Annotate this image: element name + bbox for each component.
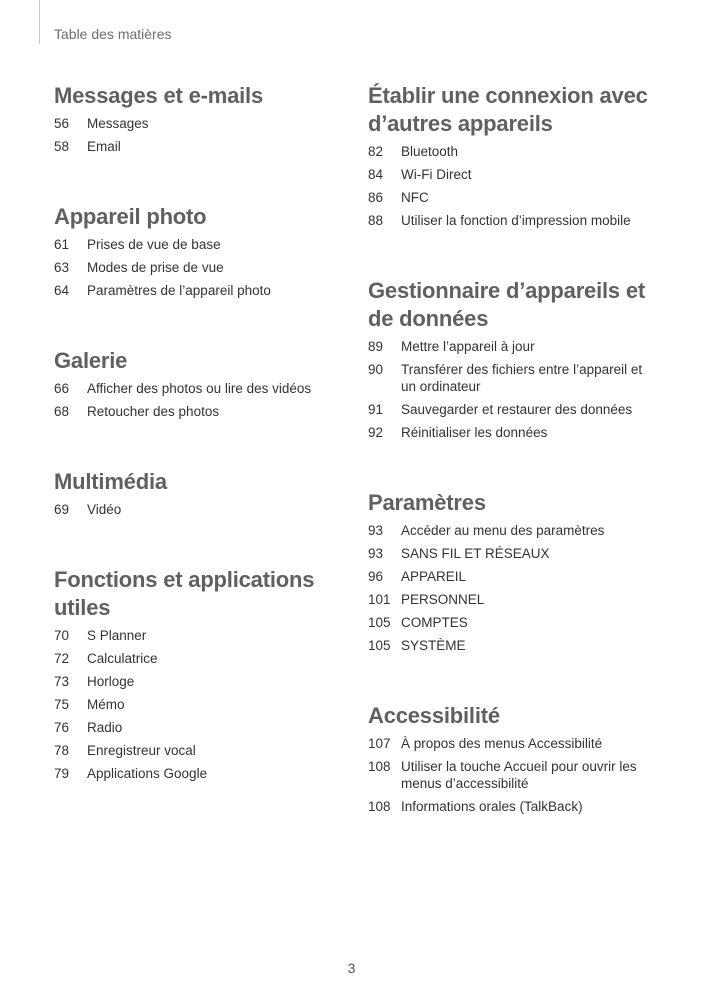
entry-page-number: 68: [54, 404, 70, 419]
entry-label: Email: [87, 139, 121, 154]
entry-label: NFC: [401, 190, 429, 205]
toc-entry[interactable]: [54, 501, 324, 518]
toc-section: [54, 347, 324, 420]
page-number: 3: [347, 960, 356, 976]
toc-section: [368, 277, 658, 441]
toc-entry[interactable]: [54, 719, 324, 736]
entry-label: SANS FIL ET RÉSEAUX: [401, 546, 550, 561]
toc-section: [368, 489, 658, 654]
entry-label: Transférer des fichiers entre l’appareil et un ordinateur: [401, 362, 643, 394]
entry-label: Horloge: [87, 674, 135, 689]
entry-page-number: 96: [368, 569, 384, 584]
toc-entry[interactable]: [54, 236, 324, 253]
entry-page-number: 69: [54, 502, 70, 517]
entry-page-number: 88: [368, 213, 384, 228]
entry-label: Calculatrice: [87, 651, 158, 666]
toc-entry[interactable]: [368, 614, 658, 631]
toc-entry[interactable]: [54, 380, 324, 397]
toc-entry[interactable]: [368, 189, 658, 206]
entry-label: Retoucher des photos: [87, 404, 220, 419]
entry-page-number: 73: [54, 674, 70, 689]
entry-page-number: 92: [368, 425, 384, 440]
entry-page-number: 108: [368, 759, 391, 774]
toc-entry[interactable]: [368, 637, 658, 654]
toc-section: [368, 82, 658, 229]
entry-label: Sauvegarder et restaurer des données: [401, 402, 633, 417]
entry-page-number: 90: [368, 362, 384, 377]
entry-page-number: 61: [54, 237, 70, 252]
entry-label: Paramètres de l’appareil photo: [87, 283, 271, 298]
entry-page-number: 105: [368, 615, 391, 630]
entry-label: Bluetooth: [401, 144, 459, 159]
entry-label: Afficher des photos ou lire des vidéos: [87, 381, 312, 396]
entry-label: Modes de prise de vue: [87, 260, 224, 275]
toc-entry[interactable]: [54, 282, 324, 299]
toc-entry[interactable]: [368, 166, 658, 183]
toc-entry[interactable]: [368, 758, 658, 792]
toc-entry[interactable]: [368, 338, 658, 355]
toc-entry[interactable]: [368, 401, 658, 418]
toc-entry[interactable]: [54, 765, 324, 782]
toc-entry[interactable]: [54, 742, 324, 759]
entry-label: Messages: [87, 116, 149, 131]
entry-label: Mémo: [87, 697, 125, 712]
entry-page-number: 63: [54, 260, 70, 275]
entry-label: Applications Google: [87, 766, 208, 781]
entry-page-number: 93: [368, 523, 384, 538]
entry-page-number: 105: [368, 638, 391, 653]
entry-label: Radio: [87, 720, 123, 735]
entry-label: Utiliser la fonction d’impression mobile: [401, 213, 631, 228]
section-title[interactable]: Fonctions et applications utiles: [54, 567, 315, 620]
toc-entry[interactable]: [54, 627, 324, 644]
entry-label: Accéder au menu des paramètres: [401, 523, 605, 538]
toc-entry[interactable]: [54, 696, 324, 713]
header-rule: [39, 0, 40, 44]
toc-entry[interactable]: [368, 212, 658, 229]
entry-page-number: 84: [368, 167, 384, 182]
entry-page-number: 56: [54, 116, 70, 131]
toc-entry[interactable]: [368, 545, 658, 562]
toc-entry[interactable]: [368, 735, 658, 752]
entry-label: Enregistreur vocal: [87, 743, 196, 758]
entry-label: SYSTÈME: [401, 638, 466, 653]
toc-entry[interactable]: [368, 361, 658, 395]
entry-label: Utiliser la touche Accueil pour ouvrir les menus d’accessibilité: [401, 759, 637, 791]
toc-entry[interactable]: [368, 568, 658, 585]
toc-entry[interactable]: [368, 522, 658, 539]
entry-page-number: 72: [54, 651, 70, 666]
entry-label: Prises de vue de base: [87, 237, 221, 252]
entry-label: À propos des menus Accessibilité: [401, 736, 603, 751]
toc-entry[interactable]: [54, 115, 324, 132]
entry-label: PERSONNEL: [401, 592, 485, 607]
entry-page-number: 75: [54, 697, 70, 712]
entry-label: Wi-Fi Direct: [401, 167, 472, 182]
entry-page-number: 89: [368, 339, 384, 354]
right-column: [368, 82, 658, 863]
entry-page-number: 107: [368, 736, 391, 751]
section-title[interactable]: Galerie: [54, 348, 128, 373]
entry-label: Mettre l’appareil à jour: [401, 339, 535, 354]
toc-section: [54, 566, 324, 782]
entry-label: Informations orales (TalkBack): [401, 799, 583, 814]
toc-entry[interactable]: [368, 591, 658, 608]
entry-page-number: 101: [368, 592, 391, 607]
section-title[interactable]: Messages et e-mails: [54, 83, 263, 108]
toc-section: [54, 468, 324, 518]
entry-label: S Planner: [87, 628, 147, 643]
section-title[interactable]: Établir une connexion avec d’autres appareils: [368, 83, 648, 136]
section-title[interactable]: Appareil photo: [54, 204, 207, 229]
entry-page-number: 64: [54, 283, 70, 298]
page-header-title: Table des matières: [54, 26, 172, 42]
toc-entry[interactable]: [368, 798, 658, 815]
entry-page-number: 93: [368, 546, 384, 561]
entry-page-number: 79: [54, 766, 70, 781]
toc-entry[interactable]: [368, 143, 658, 160]
entry-page-number: 66: [54, 381, 70, 396]
entry-label: COMPTES: [401, 615, 468, 630]
entry-page-number: 78: [54, 743, 70, 758]
toc-entry[interactable]: [54, 259, 324, 276]
toc-entry[interactable]: [54, 138, 324, 155]
entry-page-number: 108: [368, 799, 391, 814]
entry-page-number: 82: [368, 144, 384, 159]
section-title[interactable]: Gestionnaire d’appareils et de données: [368, 278, 646, 331]
left-column: [54, 82, 324, 830]
entry-label: Vidéo: [87, 502, 122, 517]
toc-entry[interactable]: [54, 673, 324, 690]
toc-section: [54, 203, 324, 299]
toc-entry[interactable]: [54, 650, 324, 667]
section-title[interactable]: Paramètres: [368, 490, 486, 515]
entry-page-number: 91: [368, 402, 384, 417]
section-title[interactable]: Accessibilité: [368, 703, 500, 728]
entry-page-number: 86: [368, 190, 384, 205]
entry-page-number: 70: [54, 628, 70, 643]
toc-entry[interactable]: [54, 403, 324, 420]
toc-entry[interactable]: [368, 424, 658, 441]
entry-page-number: 58: [54, 139, 70, 154]
entry-page-number: 76: [54, 720, 70, 735]
entry-label: APPAREIL: [401, 569, 467, 584]
toc-section: [368, 702, 658, 815]
section-title[interactable]: Multimédia: [54, 469, 167, 494]
toc-section: [54, 82, 324, 155]
entry-label: Réinitialiser les données: [401, 425, 548, 440]
